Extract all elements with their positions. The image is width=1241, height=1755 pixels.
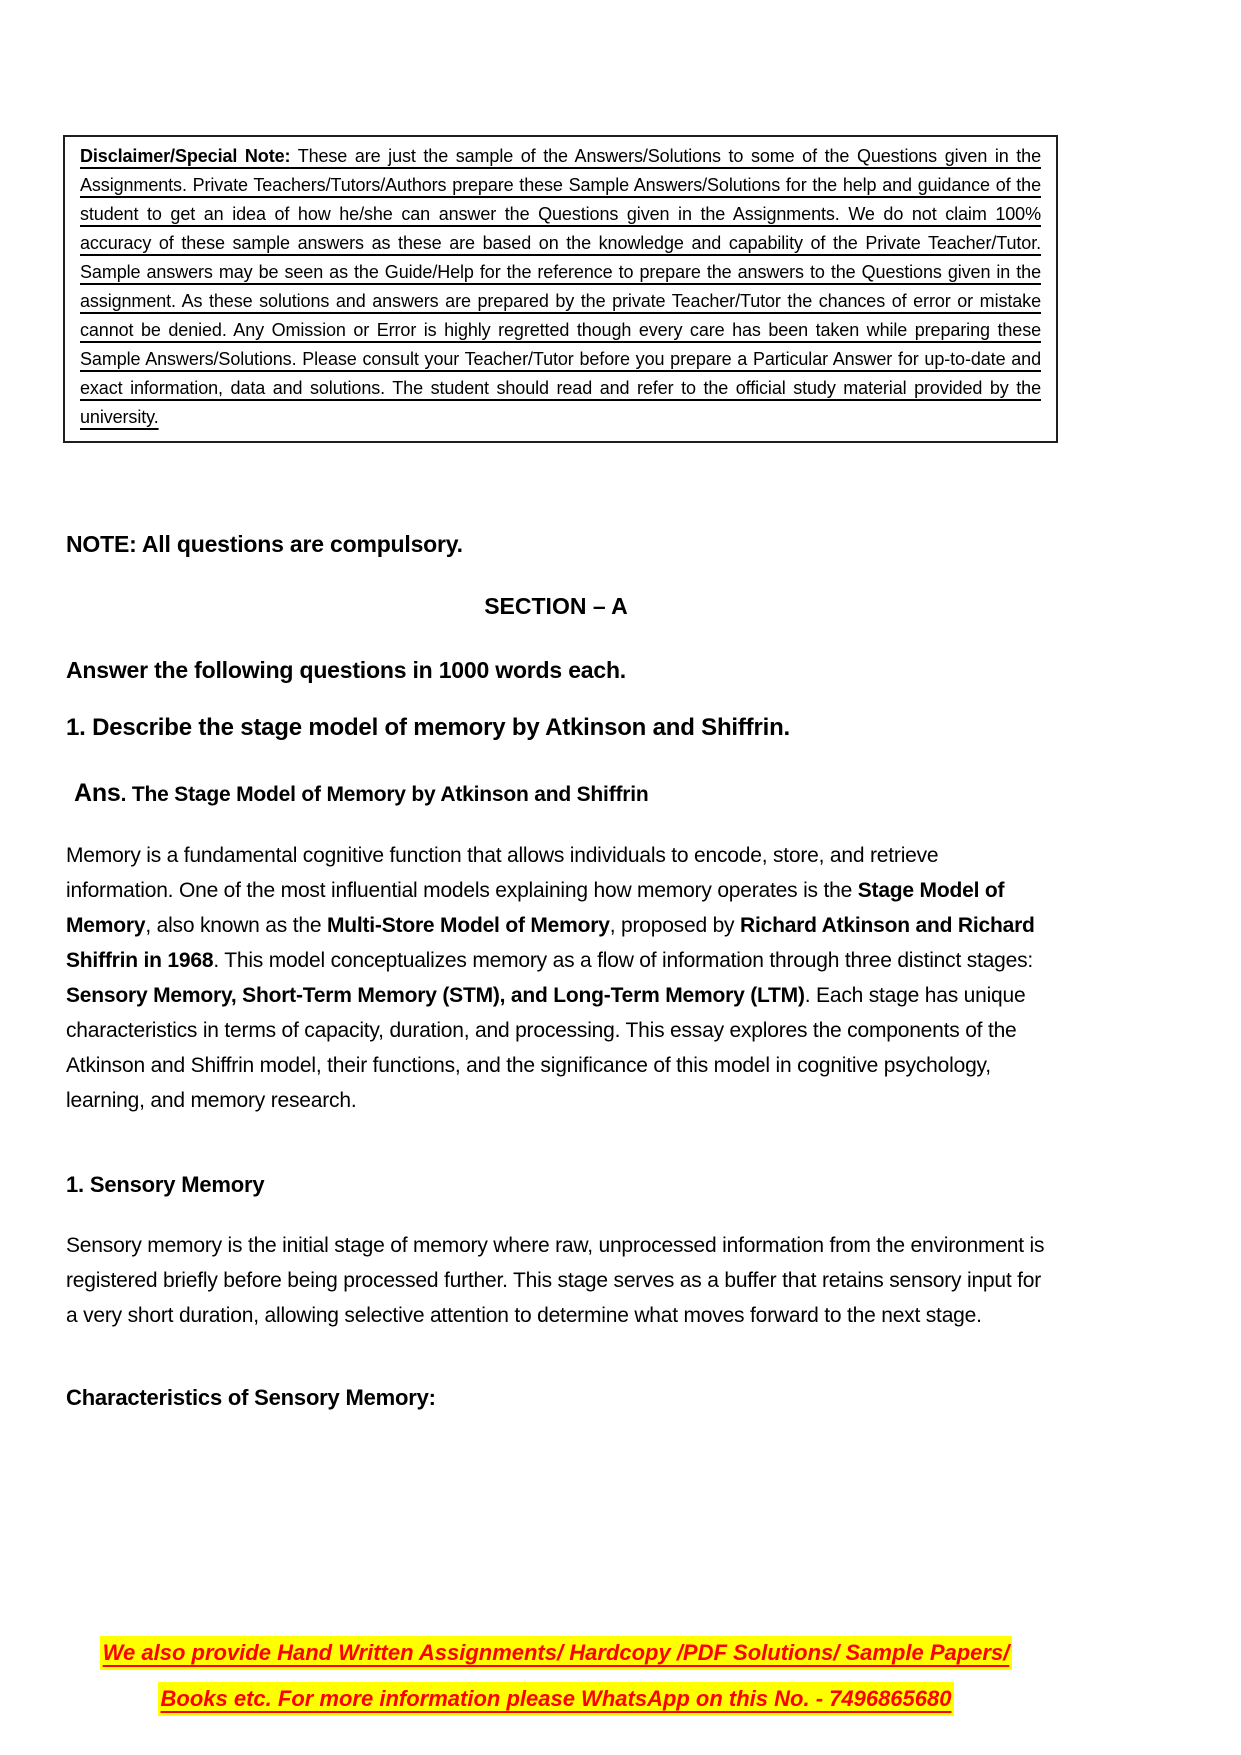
instruction-heading: Answer the following questions in 1000 words each.: [66, 657, 627, 683]
footer-promo-banner: [66, 1630, 1046, 1722]
ans-separator: .: [120, 783, 132, 806]
answer-title-line: [66, 777, 649, 813]
disclaimer-body: These are just the sample of the Answers/Solutions to some of the Questions given in the Assignments. Private Teachers/Tutors/Authors prepare these Sample Answers/Solutions for the help and guidance of the student to get an idea of how he/she can answer the Questions given in the Assignments. We do not claim 100% accuracy of these sample answers as these are based on the knowledge and capability of the Private Teacher/Tutor. Sample answers may be seen as the Guide/Help for the reference to prepare the answers to the Questions given in the assignment. As these solutions and answers are prepared by the private Teacher/Tutor the chances of error or mistake cannot be denied. Any Omission or Error is highly regretted though every care has been taken while preparing these Sample Answers/Solutions. Please consult your Teacher/Tutor before you prepare a Particular Answer for up-to-date and exact information, data and solutions. The student should read and refer to the official study material provided by the university.: [80, 146, 1041, 427]
paragraph-memory-intro: Memory is a fundamental cognitive function that allows individuals to encode, store, and retrieve information. One of the most influential models explaining how memory operates is the Stage Model of Memory, also known as the Multi-Store Model of Memory, proposed by Richard Atkinson and Richard Shiffrin in 1968. This model conceptualizes memory as a flow of information through three distinct stages: Sensory Memory, Short-Term Memory (STM), and Long-Term Memory (LTM). Each stage has unique characteristics in terms of capacity, duration, and processing. This essay explores the components of the Atkinson and Shiffrin model, their functions, and the significance of this model in cognitive psychology, learning, and memory research.: [66, 844, 1035, 1112]
subheading-characteristics: Characteristics of Sensory Memory:: [66, 1385, 436, 1410]
disclaimer-text: [80, 142, 1041, 432]
disclaimer-box: [63, 135, 1058, 443]
paragraph-sensory-memory: Sensory memory is the initial stage of memory where raw, unprocessed information from the environment is registered briefly before being processed further. This stage serves as a buffer that retains sensory input for a very short duration, allowing selective attention to determine what moves forward to the next stage.: [66, 1234, 1045, 1327]
disclaimer-label: Disclaimer/Special Note:: [80, 146, 291, 166]
note-heading: NOTE: All questions are compulsory.: [66, 531, 463, 557]
section-a-heading: SECTION – A: [484, 593, 628, 619]
ans-label: Ans: [74, 779, 121, 807]
footer-promo-text: We also provide Hand Written Assignments/ Hardcopy /PDF Solutions/ Sample Papers/ Books etc. For more information please WhatsApp on this No. - 7496865680: [100, 1636, 1013, 1716]
question-1-heading: 1. Describe the stage model of memory by Atkinson and Shiffrin.: [66, 714, 790, 741]
answer-title-text: The Stage Model of Memory by Atkinson and Shiffrin: [131, 783, 649, 806]
subheading-sensory-memory: 1. Sensory Memory: [66, 1172, 265, 1197]
